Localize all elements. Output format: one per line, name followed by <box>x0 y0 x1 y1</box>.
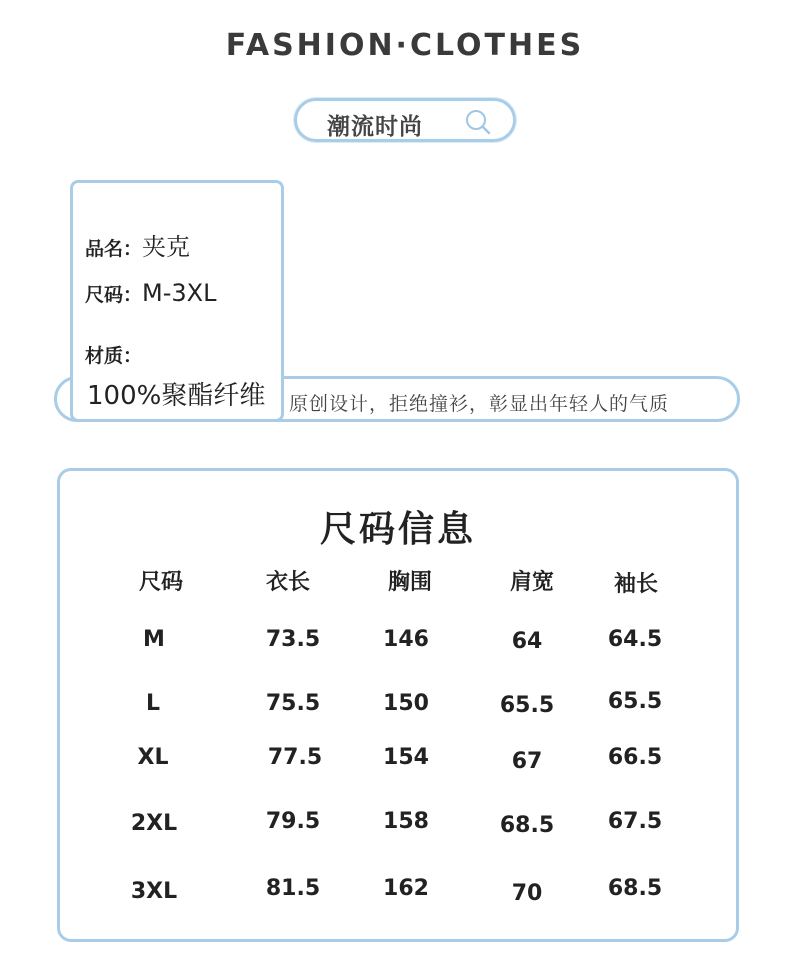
slogan-text: 原创设计，拒绝撞衫，彰显出年轻人的气质 <box>289 393 670 415</box>
brand-title: FASHION·CLOTHES <box>225 28 585 63</box>
product-name-key: 品名： <box>85 238 143 260</box>
product-name-row <box>85 227 190 262</box>
table-cell: 64 <box>511 629 543 654</box>
table-cell: L <box>145 691 161 716</box>
table-cell: 2XL <box>130 811 178 836</box>
search-label: 潮流时尚 <box>327 114 423 140</box>
table-cell: XL <box>137 745 169 770</box>
product-info-card <box>70 180 284 422</box>
table-cell: 70 <box>511 881 543 906</box>
column-header-size: 尺码 <box>138 570 184 595</box>
product-material-key: 材质： <box>85 345 143 367</box>
table-cell: 68.5 <box>607 876 663 901</box>
table-cell: 68.5 <box>499 813 555 838</box>
product-size-key: 尺码： <box>85 284 143 306</box>
column-header-sleeve: 袖长 <box>613 572 659 597</box>
table-cell: 3XL <box>130 879 178 904</box>
table-cell: 67 <box>511 749 543 774</box>
table-cell: 158 <box>383 809 429 834</box>
column-header-length: 衣长 <box>265 570 311 595</box>
table-cell: 75.5 <box>265 691 321 716</box>
size-chart-card <box>57 468 739 942</box>
table-cell: 162 <box>383 876 429 901</box>
table-cell: 77.5 <box>267 745 323 770</box>
table-cell: 79.5 <box>265 809 321 834</box>
product-size-value: M-3XL <box>142 279 217 307</box>
size-chart-title: 尺码信息 <box>319 509 476 550</box>
table-cell: 154 <box>383 745 429 770</box>
table-cell: 146 <box>383 627 429 652</box>
table-cell: 81.5 <box>265 876 321 901</box>
table-cell: 64.5 <box>607 627 663 652</box>
column-header-chest: 胸围 <box>387 570 433 595</box>
product-material-value: 100%聚酯纤维 <box>87 381 266 411</box>
table-cell: 150 <box>383 691 429 716</box>
table-cell: 67.5 <box>607 809 663 834</box>
table-cell: 66.5 <box>607 745 663 770</box>
table-cell: 65.5 <box>499 693 555 718</box>
table-cell: 73.5 <box>265 627 321 652</box>
search-pill[interactable] <box>294 98 516 142</box>
product-size-row <box>85 279 216 307</box>
table-cell: M <box>143 627 165 652</box>
product-material-row <box>85 341 142 368</box>
search-icon <box>463 108 493 136</box>
table-cell: 65.5 <box>607 689 663 714</box>
product-name-value: 夹克 <box>142 233 191 261</box>
column-header-shoulder: 肩宽 <box>509 570 555 595</box>
